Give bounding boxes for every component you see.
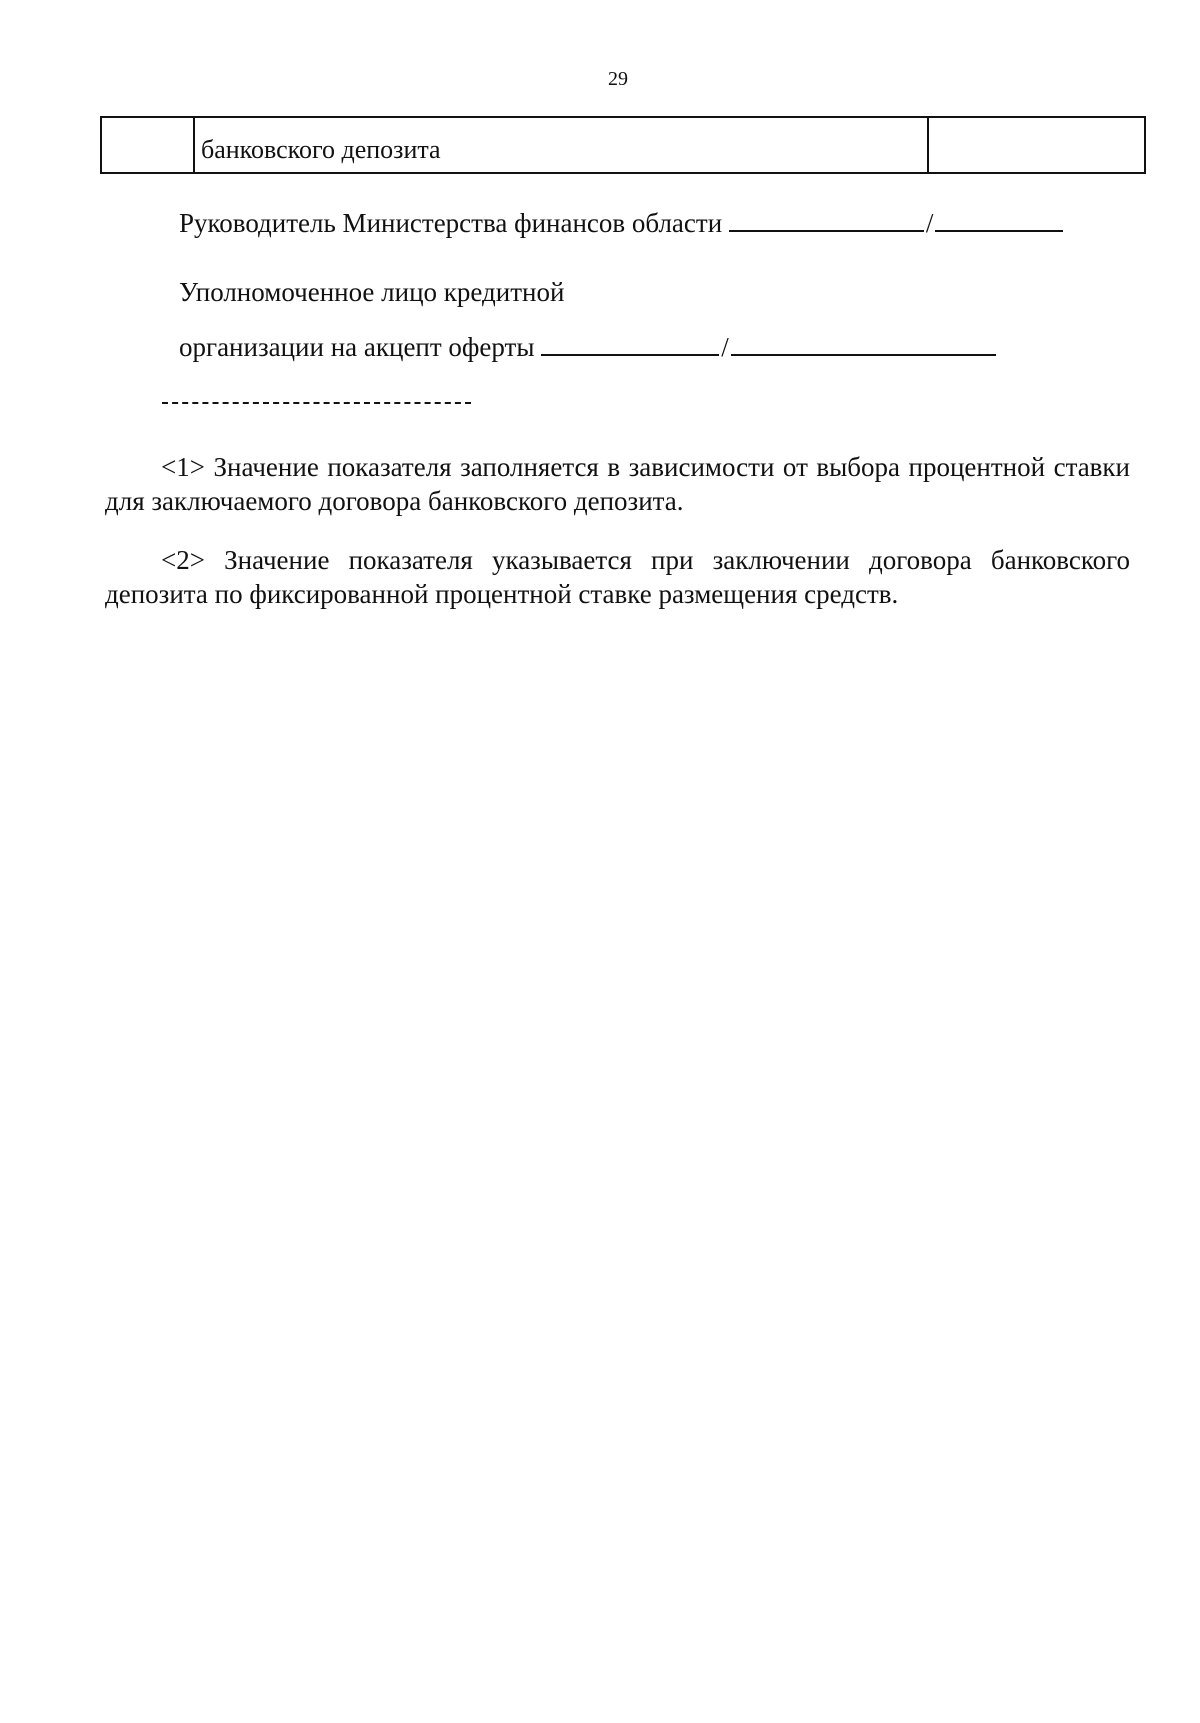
page-number: 29 <box>608 68 628 90</box>
credit-org-signature-line <box>179 332 996 363</box>
table-row <box>100 116 1146 174</box>
credit-org-signature-caption: Уполномоченное лицо кредитной <box>179 277 565 307</box>
footnote-1: <1> Значение показателя заполняется в зависимости от выбора процентной ставки для заключаемого договора банковского депозита. <box>105 452 1130 516</box>
minfin-signature-line <box>179 208 1063 239</box>
credit-org-name-blank <box>731 332 996 356</box>
table-cell-number <box>102 118 195 172</box>
minfin-name-blank <box>935 208 1063 232</box>
table-cell-value <box>929 118 1144 172</box>
footnote-2: <2> Значение показателя указывается при заключении договора банковского депозита по фиксированной процентной ставке размещения средств. <box>105 545 1130 609</box>
minfin-signature-slash: / <box>925 208 934 238</box>
credit-org-signature-label: организации на акцепт оферты <box>179 332 535 362</box>
footnote-separator <box>162 402 471 404</box>
minfin-signature-label: Руководитель Министерства финансов области <box>179 208 723 238</box>
minfin-signature-blank <box>729 208 924 232</box>
credit-org-signature-slash: / <box>721 332 729 362</box>
table-cell-text: банковского депозита <box>195 118 929 172</box>
credit-org-signature-blank <box>541 332 719 356</box>
